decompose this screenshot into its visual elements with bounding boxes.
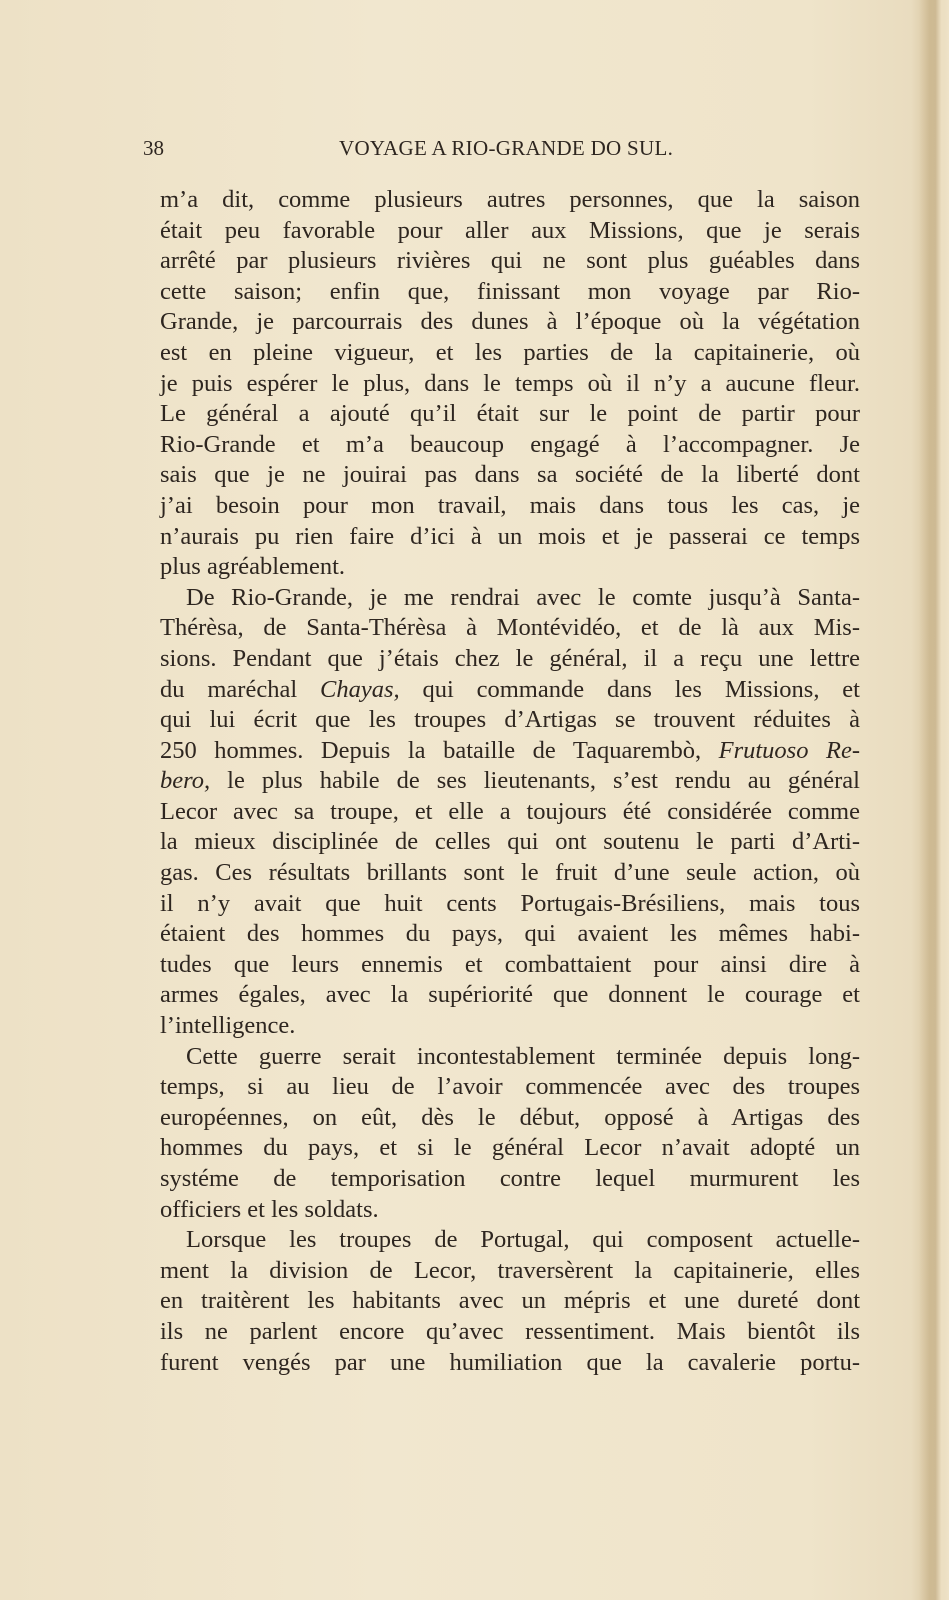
text-segment: arrêté par plusieurs rivières qui ne sont plus guéables dans bbox=[160, 247, 860, 275]
text-segment: la mieux disciplinée de celles qui ont soutenu le parti d’Arti- bbox=[160, 828, 860, 856]
text-line bbox=[160, 705, 860, 736]
text-line bbox=[160, 950, 860, 981]
running-title: VOYAGE A RIO-GRANDE DO SUL. bbox=[339, 136, 674, 160]
text-segment: était peu favorable pour aller aux Missions, que je serais bbox=[160, 216, 860, 244]
text-segment: du maréchal bbox=[160, 675, 320, 703]
text-segment: hommes du pays, et si le général Lecor n’avait adopté un bbox=[160, 1134, 860, 1162]
text-line bbox=[160, 1011, 860, 1042]
text-line bbox=[160, 185, 860, 216]
text-segment: tudes que leurs ennemis et combattaient pour ainsi dire à bbox=[160, 950, 860, 978]
text-segment: sions. Pendant que j’étais chez le général, il a reçu une lettre bbox=[160, 644, 860, 672]
body-text bbox=[160, 185, 860, 1378]
text-line bbox=[160, 338, 860, 369]
text-line bbox=[160, 430, 860, 461]
text-line bbox=[160, 919, 860, 950]
text-line bbox=[160, 246, 860, 277]
text-segment: Lorsque les troupes de Portugal, qui composent actuelle- bbox=[186, 1226, 860, 1254]
text-segment: m’a dit, comme plusieurs autres personnes, que la saison bbox=[160, 186, 860, 213]
running-header bbox=[143, 136, 683, 164]
text-segment: qui commande dans les Missions, et bbox=[399, 675, 860, 703]
text-line bbox=[160, 1195, 860, 1226]
text-segment: 250 hommes. Depuis la bataille de Taquarembò, bbox=[160, 736, 719, 764]
text-line bbox=[160, 307, 860, 338]
text-line bbox=[160, 399, 860, 430]
text-line bbox=[160, 1133, 860, 1164]
text-segment: cette saison; enfin que, finissant mon voyage par Rio- bbox=[160, 277, 860, 305]
text-line bbox=[160, 613, 860, 644]
italic-name: Chayas, bbox=[319, 675, 400, 703]
text-segment: officiers et les soldats. bbox=[160, 1195, 379, 1223]
text-line bbox=[160, 277, 860, 308]
text-line bbox=[160, 980, 860, 1011]
text-segment: ils ne parlent encore qu’avec ressentiment. Mais bientôt ils bbox=[160, 1317, 860, 1345]
text-line bbox=[160, 858, 860, 889]
text-line bbox=[160, 889, 860, 920]
text-segment: l’intelligence. bbox=[160, 1012, 296, 1040]
text-line bbox=[160, 1317, 860, 1348]
text-segment: Rio-Grande et m’a beaucoup engagé à l’accompagner. Je bbox=[160, 430, 860, 458]
text-segment: Grande, je parcourrais des dunes à l’époque où la végétation bbox=[160, 308, 860, 336]
text-segment: je puis espérer le plus, dans le temps où il n’y a aucune fleur. bbox=[160, 369, 860, 397]
text-line bbox=[160, 1348, 860, 1379]
text-line bbox=[160, 766, 860, 797]
text-line bbox=[160, 522, 860, 553]
text-segment: De Rio-Grande, je me rendrai avec le comte jusqu’à Santa- bbox=[186, 583, 860, 611]
text-segment: furent vengés par une humiliation que la cavalerie portu- bbox=[160, 1348, 860, 1376]
text-segment: le plus habile de ses lieutenants, s’est rendu au général bbox=[210, 767, 860, 795]
text-segment: Le général a ajouté qu’il était sur le point de partir pour bbox=[160, 400, 860, 428]
text-segment: en traitèrent les habitants avec un mépris et une dureté dont bbox=[160, 1287, 860, 1315]
text-line bbox=[160, 797, 860, 828]
page-edge bbox=[919, 0, 949, 1600]
italic-name: Frutuoso Re- bbox=[718, 736, 860, 764]
text-segment: ment la division de Lecor, traversèrent la capitainerie, elles bbox=[160, 1256, 860, 1284]
text-segment: j’ai besoin pour mon travail, mais dans tous les cas, je bbox=[160, 491, 860, 519]
text-segment: Lecor avec sa troupe, et elle a toujours été considérée comme bbox=[160, 797, 860, 825]
text-line bbox=[160, 1103, 860, 1134]
text-line bbox=[160, 1256, 860, 1287]
text-line bbox=[160, 552, 860, 583]
text-segment: plus agréablement. bbox=[160, 553, 346, 581]
text-line bbox=[160, 1164, 860, 1195]
text-segment: armes égales, avec la supériorité que donnent le courage et bbox=[160, 981, 860, 1009]
text-segment: il n’y avait que huit cents Portugais-Brésiliens, mais tous bbox=[160, 889, 860, 917]
text-segment: qui lui écrit que les troupes d’Artigas se trouvent réduites à bbox=[160, 706, 860, 734]
text-segment: systéme de temporisation contre lequel murmurent les bbox=[160, 1165, 860, 1192]
page-number: 38 bbox=[143, 136, 164, 160]
text-segment: étaient des hommes du pays, qui avaient les mêmes habi- bbox=[160, 920, 860, 948]
text-segment: temps, si au lieu de l’avoir commencée avec des troupes bbox=[160, 1073, 860, 1101]
text-line bbox=[160, 1286, 860, 1317]
text-segment: est en pleine vigueur, et les parties de la capitainerie, où bbox=[160, 338, 860, 366]
text-line bbox=[160, 460, 860, 491]
text-line bbox=[160, 736, 860, 767]
text-line bbox=[160, 1072, 860, 1103]
text-line bbox=[160, 369, 860, 400]
text-segment: gas. Ces résultats brillants sont le fruit d’une seule action, où bbox=[160, 859, 860, 887]
text-segment: Cette guerre serait incontestablement terminée depuis long- bbox=[186, 1042, 860, 1070]
text-segment: Thérèsa, de Santa-Thérèsa à Montévidéo, et de là aux Mis- bbox=[160, 614, 860, 642]
text-line bbox=[160, 644, 860, 675]
text-line bbox=[160, 1042, 860, 1073]
text-line bbox=[160, 827, 860, 858]
text-segment: sais que je ne jouirai pas dans sa société de la liberté dont bbox=[160, 461, 860, 489]
text-segment: européennes, on eût, dès le début, opposé à Artigas des bbox=[160, 1103, 860, 1131]
text-line bbox=[160, 675, 860, 706]
text-line bbox=[160, 216, 860, 247]
text-segment: n’aurais pu rien faire d’ici à un mois et je passerai ce temps bbox=[160, 522, 860, 550]
text-line bbox=[160, 491, 860, 522]
text-line bbox=[160, 583, 860, 614]
text-line bbox=[160, 1225, 860, 1256]
italic-name: bero, bbox=[160, 767, 211, 795]
